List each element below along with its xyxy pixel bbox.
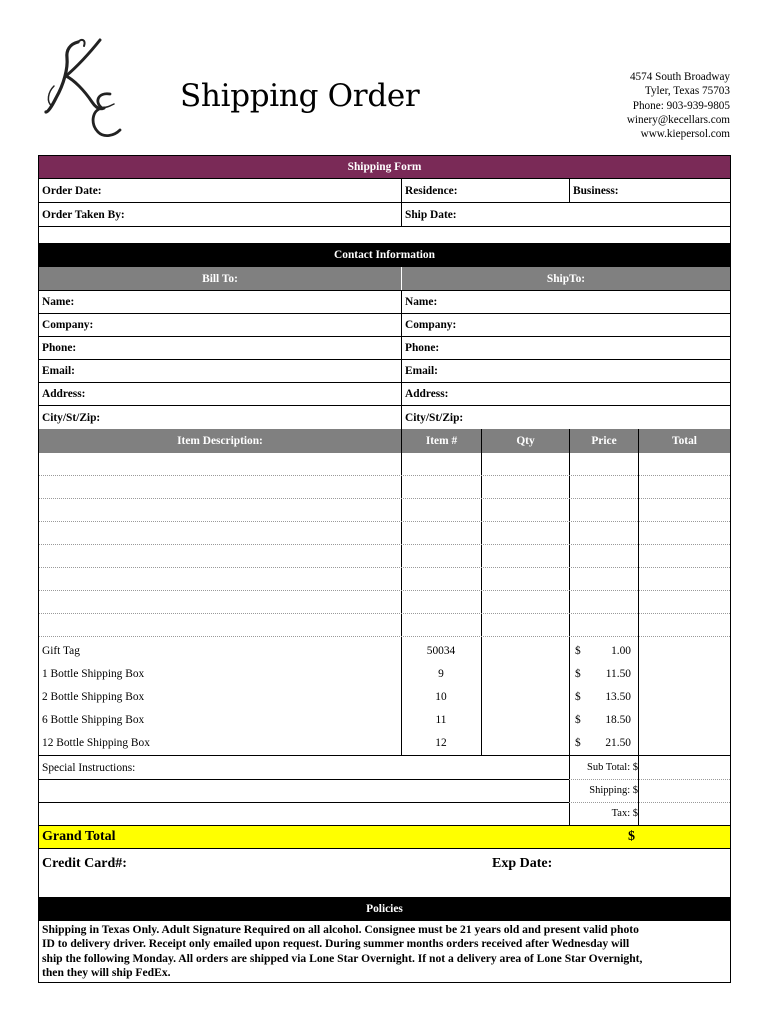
policy-line: Shipping in Texas Only. Adult Signature Required on all alcohol. Consignee must be 21 years old and present valid photo (42, 923, 639, 936)
credit-card-row (39, 849, 730, 895)
policy-line: then they will ship FedEx. (42, 966, 171, 980)
ship-phone-field[interactable]: Phone: (401, 337, 730, 359)
item-number: 50034 (426, 644, 456, 657)
item-row[interactable] (39, 639, 730, 662)
item-row-empty[interactable] (39, 545, 730, 568)
policies-text (39, 921, 730, 983)
item-description: 2 Bottle Shipping Box (42, 690, 145, 703)
item-number: 12 (435, 736, 447, 749)
tax-label: Tax: $ (611, 808, 638, 819)
item-number-header: Item # (401, 429, 481, 453)
total-header: Total (638, 429, 730, 453)
shipping-order-form (38, 155, 731, 983)
item-row-empty[interactable] (39, 591, 730, 614)
item-price: 18.50 (605, 713, 631, 726)
currency-symbol: $ (575, 690, 581, 703)
item-price: 11.50 (605, 667, 631, 680)
grand-total-currency: $ (628, 829, 635, 844)
currency-symbol: $ (575, 736, 581, 749)
sub-total-label: Sub Total: $ (587, 762, 638, 773)
qty-header: Qty (481, 429, 569, 453)
address-street: 4574 South Broadway (629, 71, 730, 83)
bill-company-field[interactable]: Company: (42, 319, 94, 331)
item-row[interactable] (39, 708, 730, 731)
currency-symbol: $ (575, 667, 581, 680)
ship-company-field[interactable]: Company: (401, 314, 730, 336)
bill-to-header: Bill To: (202, 272, 238, 285)
address-phone: Phone: 903-939-9805 (632, 99, 730, 112)
item-number: 11 (435, 713, 447, 726)
item-row[interactable] (39, 731, 730, 754)
ship-to-header: ShipTo: (401, 267, 730, 290)
winery-address (627, 70, 730, 141)
policies-header: Policies (39, 897, 730, 921)
contact-information-header: Contact Information (39, 243, 730, 267)
shipping-form-header: Shipping Form (39, 156, 730, 178)
address-city: Tyler, Texas 75703 (644, 85, 730, 98)
order-date-field[interactable]: Order Date: (42, 184, 102, 197)
item-row-empty[interactable] (39, 614, 730, 637)
bill-email-field[interactable]: Email: (42, 365, 75, 377)
page-title: Shipping Order (180, 78, 420, 114)
address-website: www.kiepersol.com (640, 128, 730, 141)
contact-row-email (39, 359, 730, 382)
contact-row-city (39, 405, 730, 429)
contact-row-address (39, 382, 730, 405)
contact-row-name (39, 290, 730, 313)
item-table (39, 453, 730, 755)
ke-monogram-logo (40, 36, 132, 144)
item-row-empty[interactable] (39, 453, 730, 476)
item-price: 13.50 (605, 690, 631, 703)
currency-symbol: $ (575, 644, 581, 657)
exp-date-field[interactable]: Exp Date: (492, 856, 553, 871)
item-row[interactable] (39, 685, 730, 708)
policy-line: ID to delivery driver. Receipt only emailed upon request. During summer months orders received after Wednesday will (42, 937, 630, 951)
item-number: 10 (435, 690, 447, 703)
order-date-row (39, 178, 730, 202)
item-description: 12 Bottle Shipping Box (42, 736, 150, 749)
item-price: 1.00 (611, 644, 631, 657)
shipping-label: Shipping: $ (589, 785, 638, 796)
item-header-row (39, 429, 730, 453)
currency-symbol: $ (575, 713, 581, 726)
residence-field[interactable]: Residence: (401, 179, 569, 202)
contact-row-phone (39, 336, 730, 359)
item-row-empty[interactable] (39, 499, 730, 522)
item-row-empty[interactable] (39, 476, 730, 499)
item-description: 1 Bottle Shipping Box (42, 667, 145, 680)
item-row-empty[interactable] (39, 568, 730, 591)
business-field[interactable]: Business: (569, 179, 730, 202)
grand-total-label: Grand Total (42, 829, 116, 844)
ship-city-field[interactable]: City/St/Zip: (401, 406, 730, 429)
contact-row-company (39, 313, 730, 336)
bill-name-field[interactable]: Name: (42, 296, 75, 308)
policy-line: ship the following Monday. All orders are shipped via Lone Star Overnight. If not a delivery area of Lone Star Overnight, (42, 951, 643, 965)
credit-card-field[interactable]: Credit Card#: (42, 856, 127, 871)
grand-total-row (39, 825, 730, 849)
item-row-empty[interactable] (39, 522, 730, 545)
item-description-header: Item Description: (177, 435, 263, 447)
bill-ship-header-row (39, 267, 730, 290)
ship-name-field[interactable]: Name: (401, 291, 730, 313)
totals-block (39, 755, 730, 825)
item-description: Gift Tag (42, 644, 80, 657)
item-number: 9 (438, 667, 444, 680)
bill-address-field[interactable]: Address: (42, 388, 86, 400)
bill-city-field[interactable]: City/St/Zip: (42, 411, 101, 424)
item-price: 21.50 (605, 736, 631, 749)
price-header: Price (569, 429, 638, 453)
item-row[interactable] (39, 662, 730, 685)
ship-address-field[interactable]: Address: (401, 383, 730, 405)
item-description: 6 Bottle Shipping Box (42, 713, 145, 726)
special-instructions-label[interactable]: Special Instructions: (42, 761, 136, 774)
order-taken-row (39, 202, 730, 226)
ship-date-field[interactable]: Ship Date: (401, 203, 730, 226)
bill-phone-field[interactable]: Phone: (42, 342, 77, 354)
blank-row (39, 226, 730, 243)
ship-email-field[interactable]: Email: (401, 360, 730, 382)
order-taken-by-field[interactable]: Order Taken By: (42, 208, 125, 221)
address-email: winery@kecellars.com (626, 113, 730, 126)
